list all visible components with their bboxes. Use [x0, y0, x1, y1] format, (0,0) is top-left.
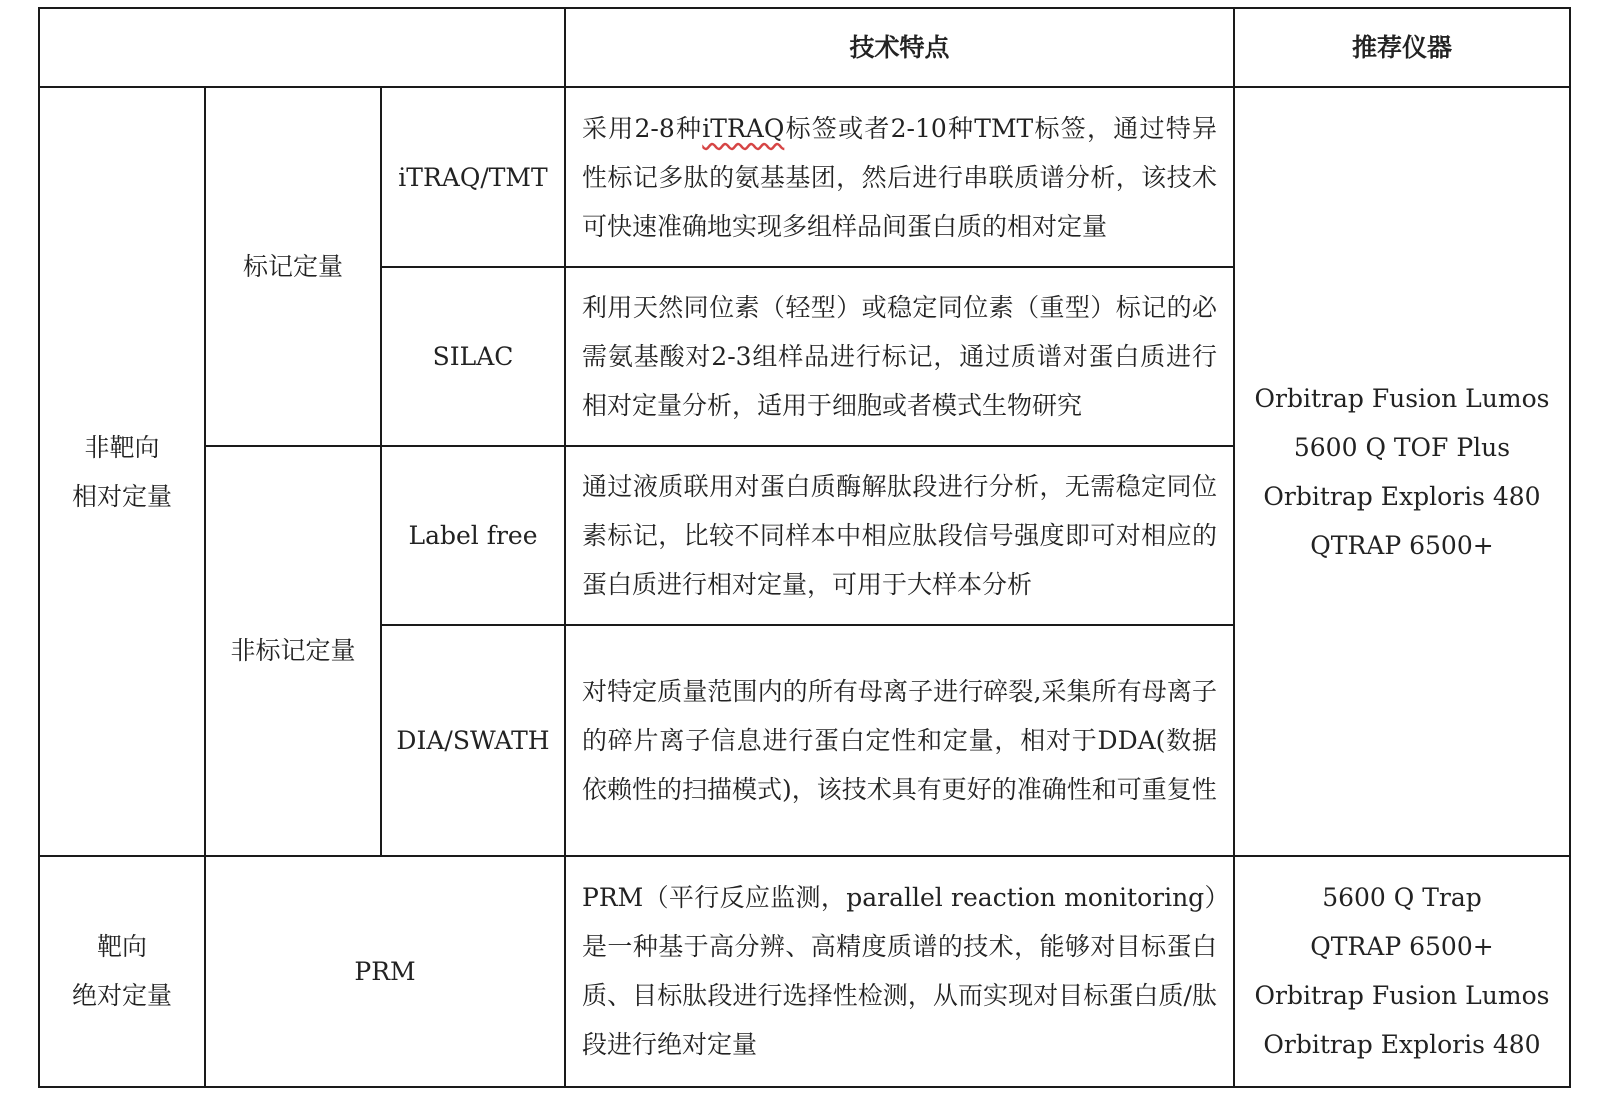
- header-tech-features: 技术特点: [565, 8, 1234, 87]
- instrument-item: QTRAP 6500+: [1310, 530, 1494, 560]
- group-untargeted-line1: 非靶向: [84, 432, 160, 462]
- header-row: [39, 8, 1570, 87]
- itraq-desc-pre: 采用2-8种: [582, 113, 703, 143]
- instrument-item: Orbitrap Fusion Lumos: [1254, 383, 1550, 413]
- instrument-item: 5600 Q Trap: [1322, 883, 1482, 913]
- instrument-item: QTRAP 6500+: [1310, 932, 1494, 962]
- header-blank-cell: [39, 8, 565, 87]
- method-prm-name: PRM: [205, 856, 565, 1087]
- method-labelfree-desc: 通过液质联用对蛋白质酶解肽段进行分析，无需稳定同位素标记，比较不同样本中相应肽段信号强度即可对相应的蛋白质进行相对定量，可用于大样本分析: [565, 446, 1234, 625]
- group-untargeted-line2: 相对定量: [71, 481, 172, 511]
- instrument-item: Orbitrap Exploris 480: [1263, 481, 1541, 511]
- method-labelfree-name: Label free: [381, 446, 565, 625]
- method-silac-desc: 利用天然同位素（轻型）或稳定同位素（重型）标记的必需氨基酸对2-3组样品进行标记，通过质谱对蛋白质进行相对定量分析，适用于细胞或者模式生物研究: [565, 267, 1234, 446]
- itraq-desc-post: 标签或者2-10种TMT标签，通过特异性标记多肽的氨基基团，然后进行串联质谱分析，该技术可快速准确地实现多组样品间蛋白质的相对定量: [582, 113, 1217, 241]
- itraq-spellcheck-word: iTRAQ: [702, 113, 785, 143]
- group-targeted-line2: 绝对定量: [71, 981, 172, 1011]
- method-itraq-desc: [565, 87, 1234, 266]
- subgroup-label-free: 非标记定量: [205, 446, 381, 856]
- method-dia-desc: 对特定质量范围内的所有母离子进行碎裂,采集所有母离子的碎片离子信息进行蛋白定性和定量，相对于DDA(数据依赖性的扫描模式)，该技术具有更好的准确性和可重复性: [565, 625, 1234, 855]
- header-recommended-instruments: 推荐仪器: [1234, 8, 1570, 87]
- row-itraq: [39, 87, 1570, 266]
- quantification-methods-table: [38, 7, 1571, 1088]
- group-targeted-absolute: [39, 856, 205, 1087]
- method-prm-desc: PRM（平行反应监测，parallel reaction monitoring）是一种基于高分辨、高精度质谱的技术，能够对目标蛋白质、目标肽段进行选择性检测，从而实现对目标蛋白质/肽段进行绝对定量: [565, 856, 1234, 1087]
- methods-table-container: [38, 7, 1569, 1088]
- instrument-item: Orbitrap Exploris 480: [1263, 1030, 1541, 1060]
- method-dia-name: DIA/SWATH: [381, 625, 565, 855]
- method-itraq-name: iTRAQ/TMT: [381, 87, 565, 266]
- group-untargeted-relative: [39, 87, 205, 855]
- instrument-item: Orbitrap Fusion Lumos: [1254, 981, 1550, 1011]
- instruments-targeted: [1234, 856, 1570, 1087]
- instruments-untargeted: [1234, 87, 1570, 855]
- instrument-item: 5600 Q TOF Plus: [1293, 432, 1511, 462]
- group-targeted-line1: 靶向: [96, 932, 147, 962]
- method-silac-name: SILAC: [381, 267, 565, 446]
- row-prm: [39, 856, 1570, 1087]
- subgroup-labeled: 标记定量: [205, 87, 381, 446]
